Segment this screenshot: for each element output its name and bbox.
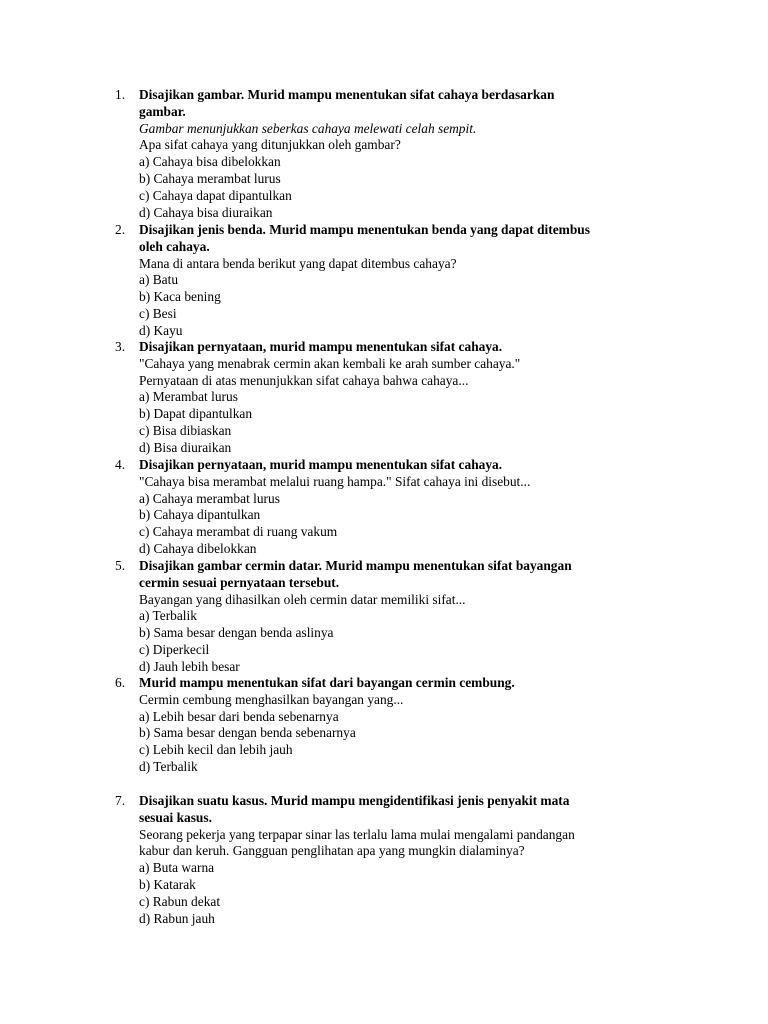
question-body xyxy=(139,675,667,776)
question-heading: cermin sesuai pernyataan tersebut. xyxy=(139,574,340,590)
question-prompt: kabur dan keruh. Gangguan penglihatan apa yang mungkin dialaminya? xyxy=(139,843,525,859)
answer-option: d) Rabun jauh xyxy=(139,910,215,926)
question-prompt: Bayangan yang dihasilkan oleh cermin datar memiliki sifat... xyxy=(139,591,466,607)
answer-option: c) Rabun dekat xyxy=(139,893,221,909)
question-number: 7. xyxy=(115,793,126,808)
question-context: Gambar menunjukkan seberkas cahaya melewati celah sempit. xyxy=(139,120,477,136)
question-prompt: Pernyataan di atas menunjukkan sifat cahaya bahwa cahaya... xyxy=(139,372,469,388)
answer-option: b) Sama besar dengan benda aslinya xyxy=(139,625,334,641)
answer-option: b) Katarak xyxy=(139,876,196,892)
answer-option: a) Terbalik xyxy=(139,608,197,624)
question-prompt: Mana di antara benda berikut yang dapat ditembus cahaya? xyxy=(139,255,457,271)
answer-option: b) Cahaya merambat lurus xyxy=(139,170,281,186)
answer-option: d) Kayu xyxy=(139,322,183,338)
question-heading: Disajikan jenis benda. Murid mampu menentukan benda yang dapat ditembus xyxy=(139,222,590,237)
answer-option: b) Kaca bening xyxy=(139,289,221,305)
answer-option: d) Jauh lebih besar xyxy=(139,658,240,674)
answer-option: c) Cahaya dapat dipantulkan xyxy=(139,187,292,203)
answer-option: a) Cahaya merambat lurus xyxy=(139,490,280,506)
answer-option: a) Batu xyxy=(139,272,179,288)
question-prompt: Cermin cembung menghasilkan bayangan yang... xyxy=(139,691,404,707)
answer-option: d) Cahaya dibelokkan xyxy=(139,540,257,556)
question-heading: Murid mampu menentukan sifat dari bayangan cermin cembung. xyxy=(139,675,515,690)
question-prompt: Seorang pekerja yang terpapar sinar las terlalu lama mulai mengalami pandangan xyxy=(139,826,575,842)
answer-option: c) Diperkecil xyxy=(139,641,210,657)
question-number: 3. xyxy=(115,339,126,354)
answer-option: a) Merambat lurus xyxy=(139,389,238,405)
question-prompt: "Cahaya yang menabrak cermin akan kembali ke arah sumber cahaya." xyxy=(139,355,521,371)
question-heading: gambar. xyxy=(139,103,186,119)
question-heading: Disajikan gambar. Murid mampu menentukan sifat cahaya berdasarkan xyxy=(139,87,555,102)
answer-option: c) Bisa dibiaskan xyxy=(139,422,232,438)
question-body xyxy=(139,87,667,221)
answer-option: d) Terbalik xyxy=(139,758,198,774)
answer-option: b) Dapat dipantulkan xyxy=(139,406,253,422)
question-body xyxy=(139,457,667,558)
question-heading: Disajikan suatu kasus. Murid mampu mengidentifikasi jenis penyakit mata xyxy=(139,793,570,808)
answer-option: b) Cahaya dipantulkan xyxy=(139,507,261,523)
answer-option: a) Lebih besar dari benda sebenarnya xyxy=(139,708,339,724)
question-heading: Disajikan gambar cermin datar. Murid mampu menentukan sifat bayangan xyxy=(139,558,572,573)
question-body xyxy=(139,793,667,927)
question-prompt: "Cahaya bisa merambat melalui ruang hampa." Sifat cahaya ini disebut... xyxy=(139,473,531,489)
answer-option: c) Cahaya merambat di ruang vakum xyxy=(139,524,338,540)
question-body xyxy=(139,222,667,340)
question-number: 4. xyxy=(115,457,126,472)
answer-option: d) Bisa diuraikan xyxy=(139,439,232,455)
question-body xyxy=(139,558,667,676)
question-number: 2. xyxy=(115,222,126,237)
answer-option: c) Lebih kecil dan lebih jauh xyxy=(139,742,293,758)
question-body xyxy=(139,339,667,457)
answer-option: d) Cahaya bisa diuraikan xyxy=(139,204,273,220)
question-heading: oleh cahaya. xyxy=(139,238,210,254)
answer-option: a) Buta warna xyxy=(139,860,215,876)
question-heading: sesuai kasus. xyxy=(139,809,212,825)
question-heading: Disajikan pernyataan, murid mampu menentukan sifat cahaya. xyxy=(139,457,503,472)
answer-option: c) Besi xyxy=(139,305,177,321)
answer-option: a) Cahaya bisa dibelokkan xyxy=(139,154,281,170)
question-heading: Disajikan pernyataan, murid mampu menentukan sifat cahaya. xyxy=(139,339,503,354)
question-number: 6. xyxy=(115,675,126,690)
question-number: 1. xyxy=(115,87,126,102)
answer-option: b) Sama besar dengan benda sebenarnya xyxy=(139,725,356,741)
question-number: 5. xyxy=(115,558,126,573)
question-prompt: Apa sifat cahaya yang ditunjukkan oleh gambar? xyxy=(139,137,401,153)
